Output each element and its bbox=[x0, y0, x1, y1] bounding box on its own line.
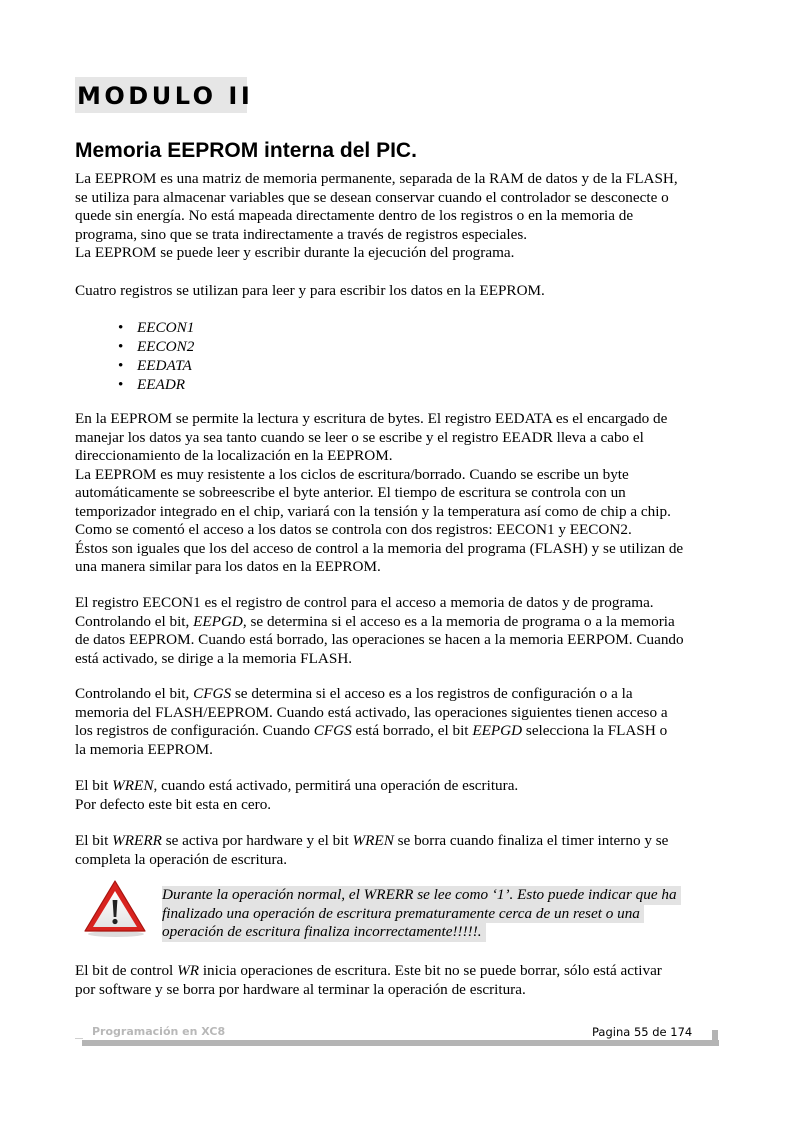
warning-line: Durante la operación normal, el WRERR se lee como ‘1’. Esto puede indicar que ha bbox=[162, 886, 681, 905]
bullet-icon: • bbox=[118, 376, 124, 393]
bullet-icon: • bbox=[118, 319, 124, 336]
text-line: programa, sino que se trata indirectamente a través de registros especiales. bbox=[75, 225, 528, 243]
text-line: los registros de configuración. Cuando CFGS está borrado, el bit EEPGD selecciona la FLASH o bbox=[75, 722, 668, 739]
paragraph-registers-intro bbox=[75, 282, 725, 301]
footer-divider bbox=[712, 1030, 718, 1046]
footer-divider bbox=[75, 1038, 83, 1039]
page-number: Pagina 55 de 174 bbox=[592, 1025, 693, 1039]
text-line: completa la operación de escritura. bbox=[75, 850, 288, 868]
bullet-icon: • bbox=[118, 338, 124, 355]
text-line: El bit WRERR se activa por hardware y el bit WREN se borra cuando finaliza el timer interno y se bbox=[75, 832, 669, 849]
section-heading: Memoria EEPROM interna del PIC. bbox=[75, 139, 417, 162]
text-line: manejar los datos ya sea tanto cuando se leer o se escribe y el registro EEADR lleva a cabo el bbox=[75, 428, 644, 446]
register-name: EEDATA bbox=[137, 357, 192, 374]
text-line: En la EEPROM se permite la lectura y escritura de bytes. El registro EEDATA es el encargado de bbox=[75, 410, 668, 427]
text-line: El bit de control WR inicia operaciones de escritura. Este bit no se puede borrar, sólo está activar bbox=[75, 962, 662, 979]
text-line: El bit WREN, cuando está activado, permitirá una operación de escritura. bbox=[75, 777, 519, 794]
list-item bbox=[118, 337, 194, 356]
list-item bbox=[118, 318, 194, 337]
text-line: una manera similar para los datos en la EEPROM. bbox=[75, 558, 381, 575]
text-line: Como se comentó el acceso a los datos se controla con dos registros: EECON1 y EECON2. bbox=[75, 521, 632, 538]
warning-line: operación de escritura finaliza incorrectamente!!!!!. bbox=[162, 923, 486, 942]
warning-note bbox=[162, 886, 681, 942]
text-line: direccionamiento de la localización en la EEPROM. bbox=[75, 447, 393, 464]
text-line: Controlando el bit, CFGS se determina si el acceso es a los registros de configuración o a la bbox=[75, 685, 633, 702]
paragraph-wr bbox=[75, 962, 725, 999]
text-line: Cuatro registros se utilizan para leer y para escribir los datos en la EEPROM. bbox=[75, 282, 545, 299]
text-line: la memoria EEPROM. bbox=[75, 740, 213, 758]
register-name: EEADR bbox=[137, 376, 186, 393]
text-line: está activado, se dirige a la memoria FLASH. bbox=[75, 649, 353, 667]
text-line: por software y se borra por hardware al terminar la operación de escritura. bbox=[75, 980, 526, 998]
warning-triangle-icon bbox=[82, 878, 148, 938]
text-line: La EEPROM se puede leer y escribir durante la ejecución del programa. bbox=[75, 244, 515, 261]
list-item bbox=[118, 356, 194, 375]
register-list bbox=[118, 318, 194, 394]
paragraph-wrerr bbox=[75, 832, 725, 869]
register-name: EECON2 bbox=[137, 338, 195, 355]
text-line: El registro EECON1 es el registro de control para el acceso a memoria de datos y de programa. bbox=[75, 594, 654, 611]
paragraph-wren bbox=[75, 777, 725, 814]
paragraph-cfgs bbox=[75, 685, 725, 759]
paragraph-eeprom-details bbox=[75, 410, 725, 577]
text-line: La EEPROM es una matriz de memoria permanente, separada de la RAM de datos y de la FLASH, bbox=[75, 170, 678, 187]
footer-divider bbox=[82, 1040, 719, 1046]
list-item bbox=[118, 375, 194, 394]
text-line: memoria del FLASH/EEPROM. Cuando está activado, las operaciones siguientes tienen acceso a bbox=[75, 703, 668, 721]
text-line: Por defecto este bit esta en cero. bbox=[75, 795, 272, 813]
text-line: automáticamente se sobreescribe el byte anterior. El tiempo de escritura se controla con un bbox=[75, 484, 626, 501]
text-line: Éstos son iguales que los del acceso de control a la memoria del programa (FLASH) y se utilizan de bbox=[75, 539, 684, 557]
text-line: de datos EEPROM. Cuando está borrado, las operaciones se hacen a la memoria EERPOM. Cuando bbox=[75, 631, 684, 648]
paragraph-intro bbox=[75, 170, 725, 263]
module-title: MODULO II bbox=[77, 82, 254, 110]
warning-line: finalizado una operación de escritura prematuramente cerca de un reset o una bbox=[162, 905, 644, 924]
register-name: EECON1 bbox=[137, 319, 195, 336]
text-line: temporizador integrado en el chip, variará con la tensión y la temperatura así como de chip a chip. bbox=[75, 502, 671, 520]
text-line: Controlando el bit, EEPGD, se determina si el acceso es a la memoria de programa o a la memoria bbox=[75, 612, 675, 630]
footer-title: Programación en XC8 bbox=[92, 1025, 226, 1038]
bullet-icon: • bbox=[118, 357, 124, 374]
paragraph-eecon1 bbox=[75, 594, 725, 668]
text-line: quede sin energía. No está mapeada directamente dentro de los registros o en la memoria de bbox=[75, 207, 634, 224]
text-line: se utiliza para almacenar variables que se desean conservar cuando el controlador se desconecte o bbox=[75, 188, 669, 206]
text-line: La EEPROM es muy resistente a los ciclos de escritura/borrado. Cuando se escribe un byte bbox=[75, 465, 629, 483]
